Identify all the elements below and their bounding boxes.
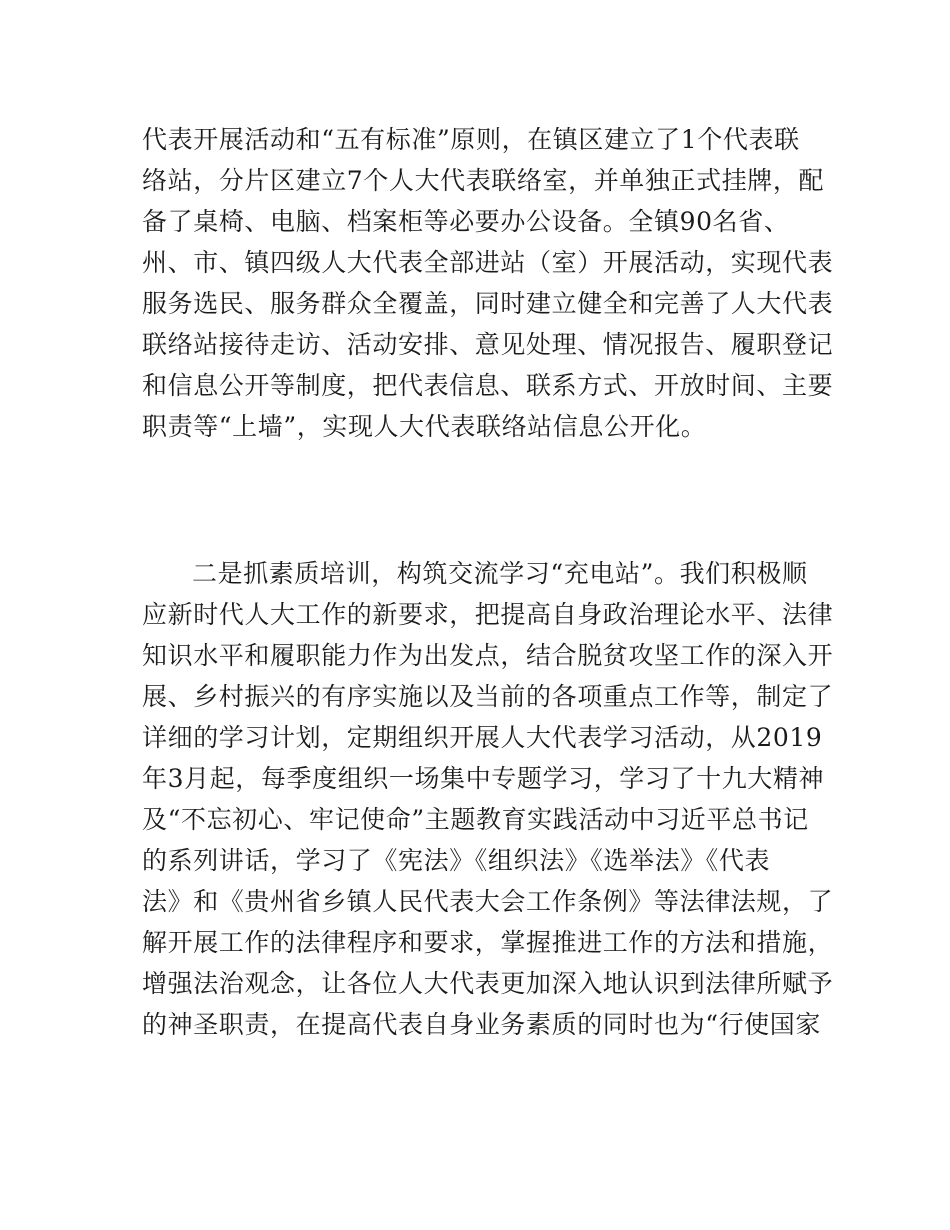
paragraph-2-line: 解开展工作的法律程序和要求，掌握推进工作的方法和措施， xyxy=(142,928,834,957)
paragraph-1-line: 职责等“上墙”，实现人大代表联络站信息公开化。 xyxy=(142,412,707,441)
paragraph-1-line: 络站，分片区建立7个人大代表联络室，并单独正式挂牌，配 xyxy=(142,166,825,195)
paragraph-2-line: 应新时代人大工作的新要求，把提高自身政治理论水平、法律 xyxy=(142,600,834,629)
paragraph-1-line: 和信息公开等制度，把代表信息、联系方式、开放时间、主要 xyxy=(142,371,834,400)
paragraph-1-line: 备了桌椅、电脑、档案柜等必要办公设备。全镇90名省、 xyxy=(142,207,790,236)
paragraph-2-line: 法》和《贵州省乡镇人民代表大会工作条例》等法律法规，了 xyxy=(142,887,834,916)
paragraph-2-line: 的神圣职责，在提高代表自身业务素质的同时也为“行使国家 xyxy=(142,1010,821,1039)
paragraph-2-line: 及“不忘初心、牢记使命”主题教育实践活动中习近平总书记 xyxy=(142,805,809,834)
paragraph-1-line: 服务选民、服务群众全覆盖，同时建立健全和完善了人大代表 xyxy=(142,289,834,318)
paragraph-2-line: 的系列讲话，学习了《宪法》《组织法》《选举法》《代表 xyxy=(142,846,771,875)
paragraph-1-line: 州、市、镇四级人大代表全部进站（室）开展活动，实现代表 xyxy=(142,248,834,277)
paragraph-2-line: 展、乡村振兴的有序实施以及当前的各项重点工作等，制定了 xyxy=(142,682,834,711)
paragraph-2-line: 年3月起，每季度组织一场集中专题学习，学习了十九大精神 xyxy=(142,764,825,793)
paragraph-2-line: 知识水平和履职能力作为出发点，结合脱贫攻坚工作的深入开 xyxy=(142,641,834,670)
paragraph-2-first-line: 二是抓素质培训，构筑交流学习“充电站”。我们积极顺 xyxy=(192,559,808,588)
paragraph-1-line: 联络站接待走访、活动安排、意见处理、情况报告、履职登记 xyxy=(142,330,834,359)
paragraph-2-line: 增强法治观念，让各位人大代表更加深入地认识到法律所赋予 xyxy=(142,969,834,998)
paragraph-2-line: 详细的学习计划，定期组织开展人大代表学习活动，从2019 xyxy=(142,723,823,752)
paragraph-1-line: 代表开展活动和“五有标准”原则，在镇区建立了1个代表联 xyxy=(142,125,800,154)
